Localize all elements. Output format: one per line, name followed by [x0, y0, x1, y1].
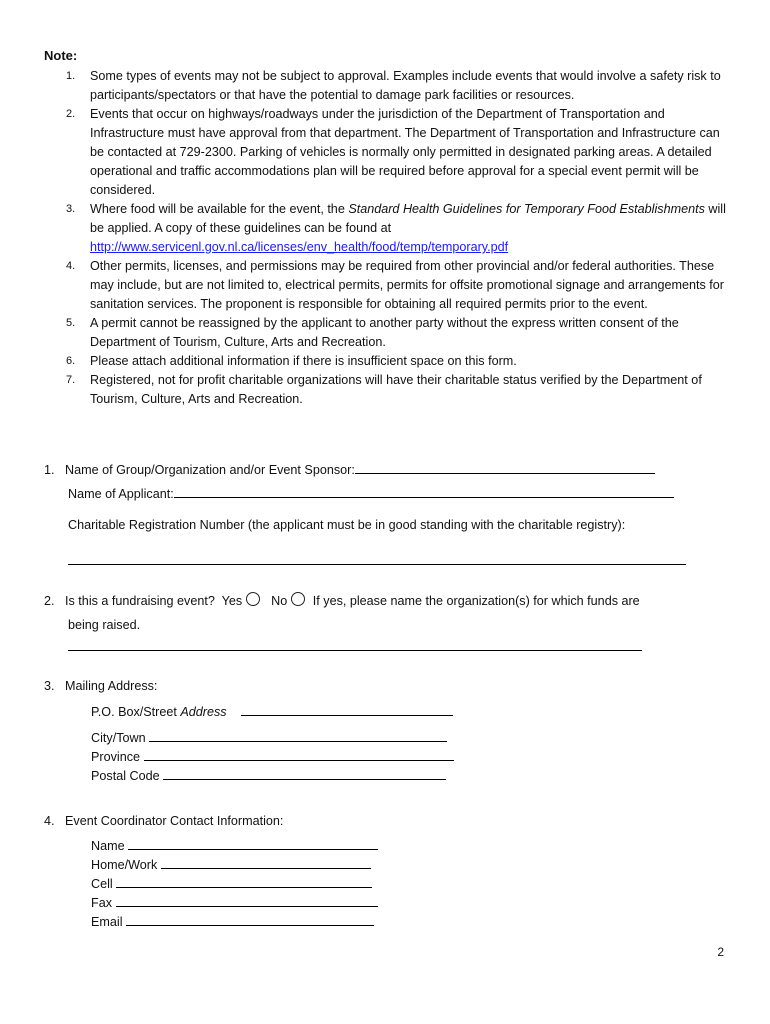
page-number: 2 [717, 945, 724, 959]
no-radio[interactable] [291, 592, 305, 606]
note-item: 3. Where food will be available for the event, the Standard Health Guidelines for Temporary Food Establishments will be applied. A copy of these guidelines can be found at http://www.servicenl.gov.nl.ca/licenses/env_health/food/temp/temporary.pdf [66, 202, 726, 254]
cell-label: Cell [91, 877, 113, 891]
postal-label: Postal Code [91, 769, 160, 783]
yes-label: Yes [221, 594, 243, 608]
note-item: 5. A permit cannot be reassigned by the applicant to another party without the express written consent of the Department of Tourism, Culture, Arts and Recreation. [66, 316, 679, 349]
fax-row [91, 893, 378, 913]
note-text: Where food will be available for the event, the [90, 202, 349, 216]
note-text: Registered, not for profit charitable organizations will have their charitable status verified by the Department of Tourism, Culture, Arts and Recreation. [90, 373, 702, 406]
guidelines-link[interactable]: http://www.servicenl.gov.nl.ca/licenses/env_health/food/temp/temporary.pdf [90, 240, 509, 254]
province-field[interactable] [144, 747, 454, 761]
cell-field[interactable] [116, 874, 372, 888]
q2-question: Is this a fundraising event? [65, 594, 215, 608]
po-box-row [91, 702, 453, 722]
city-label: City/Town [91, 731, 146, 745]
group-name-field[interactable] [355, 460, 655, 474]
note-text: Some types of events may not be subject to approval. Examples include events that would involve a safety risk to participants/spectators or that have the potential to damage park facilities or resources. [90, 69, 721, 102]
province-label: Province [91, 750, 140, 764]
note-text: will be applied. A copy of these guidelines can be found at [90, 202, 726, 235]
postal-code-field[interactable] [163, 766, 446, 780]
po-box-label: P.O. Box/Street [91, 705, 177, 719]
q3-title-row [44, 677, 157, 696]
contact-name-label: Name [91, 839, 125, 853]
q1-number: 1. [44, 463, 55, 477]
q1-charitable-label: Charitable Registration Number (the applicant must be in good standing with the charitable registry): [68, 518, 626, 532]
guidelines-title: Standard Health Guidelines for Temporary Food Establishments [348, 202, 705, 216]
city-row [91, 728, 447, 748]
email-label: Email [91, 915, 123, 929]
home-work-field[interactable] [161, 855, 371, 869]
note-item: 7. Registered, not for profit charitable organizations will have their charitable status verified by the Department of Tourism, Culture, Arts and Recreation. [66, 373, 702, 406]
province-row [91, 747, 454, 767]
note-item: 2. Events that occur on highways/roadways under the jurisdiction of the Department of Transportation and Infrastructure must have approval from that department. The Department of Transportation and Infrastructure can be contacted at 729-2300. Parking of vehicles is normally only permitted in designated parking areas. A detailed operational and traffic accommodations plan will be required before approval for a special event permit will be considered. [66, 107, 720, 197]
q3-title: Mailing Address: [65, 679, 158, 693]
city-field[interactable] [149, 728, 447, 742]
email-field[interactable] [126, 912, 374, 926]
fax-field[interactable] [116, 893, 378, 907]
q2-followup-cont: being raised. [68, 618, 141, 632]
q1-applicant-row [68, 484, 674, 504]
q4-title: Event Coordinator Contact Information: [65, 814, 284, 828]
fax-label: Fax [91, 896, 112, 910]
note-item: 1. Some types of events may not be subject to approval. Examples include events that would involve a safety risk to participants/spectators or that have the potential to damage park facilities or resources. [66, 69, 721, 102]
q4-number: 4. [44, 814, 55, 828]
yes-radio[interactable] [246, 592, 260, 606]
email-row [91, 912, 374, 932]
no-label: No [271, 594, 288, 608]
home-work-row [91, 855, 371, 875]
q4-title-row [44, 812, 283, 831]
po-box-field[interactable] [241, 702, 453, 716]
note-text: Events that occur on highways/roadways under the jurisdiction of the Department of Transportation and Infrastructure must have approval from that department. The Department of Transportation and Infrastructure can be contacted at 729-2300. Parking of vehicles is normally only permitted in designated parking areas. A detailed operational and traffic accommodations plan will be required before approval for a special event permit will be considered. [90, 107, 720, 197]
applicant-name-field[interactable] [174, 484, 674, 498]
contact-name-row [91, 836, 378, 856]
po-box-label-italic: Address [180, 705, 227, 719]
note-item: 6. Please attach additional information if there is insufficient space on this form. [66, 354, 517, 368]
note-text: Please attach additional information if there is insufficient space on this form. [90, 354, 517, 368]
fundraising-orgs-field[interactable] [68, 650, 642, 651]
note-item: 4. Other permits, licenses, and permissions may be required from other provincial and/or federal authorities. These may include, but are not limited to, electrical permits, permits for offsite promotional signage and arrangements for sanitation services. The proponent is responsible for obtaining all required permits prior to the event. [66, 259, 724, 311]
charitable-number-field[interactable] [68, 564, 686, 565]
cell-row [91, 874, 372, 894]
q2-row [44, 592, 640, 611]
note-title: Note: [44, 48, 78, 63]
contact-name-field[interactable] [128, 836, 378, 850]
q1-group-label: Name of Group/Organization and/or Event Sponsor: [65, 463, 355, 477]
home-work-label: Home/Work [91, 858, 158, 872]
q3-number: 3. [44, 679, 55, 693]
q1-group-row [44, 460, 655, 480]
q2-followup: If yes, please name the organization(s) for which funds are [312, 594, 640, 608]
q1-applicant-label: Name of Applicant: [68, 487, 174, 501]
note-text: Other permits, licenses, and permissions may be required from other provincial and/or federal authorities. These may include, but are not limited to, electrical permits, permits for offsite promotional signage and arrangements for sanitation services. The proponent is responsible for obtaining all required permits prior to the event. [90, 259, 724, 311]
q2-number: 2. [44, 594, 55, 608]
postal-row [91, 766, 446, 786]
note-text: A permit cannot be reassigned by the applicant to another party without the express written consent of the Department of Tourism, Culture, Arts and Recreation. [90, 316, 679, 349]
notes-list [56, 67, 726, 409]
